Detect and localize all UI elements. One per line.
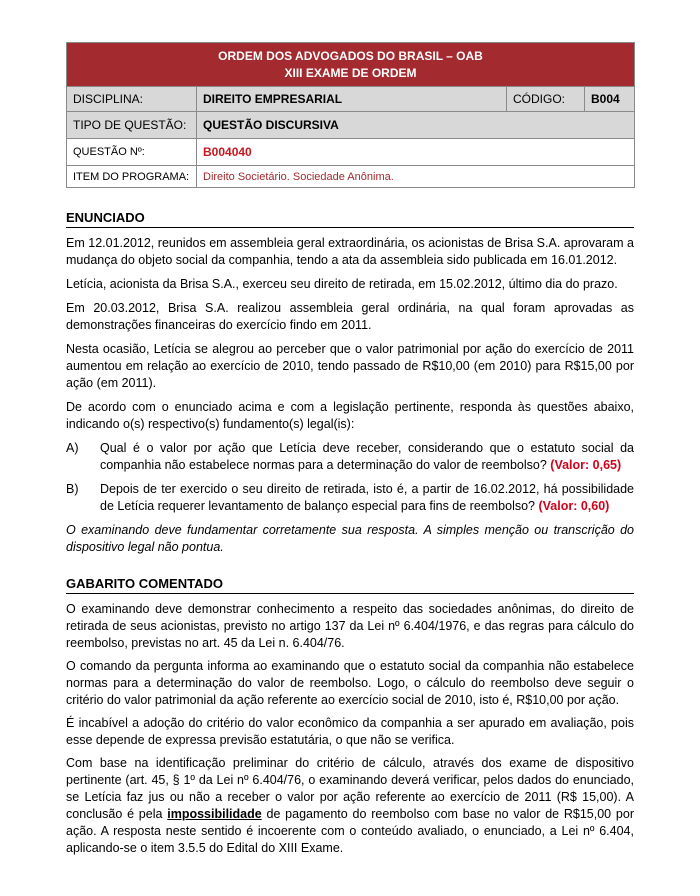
gabarito-paragraph: É incabível a adoção do critério do valor econômico da companhia a ser apurado em avaliação, pois esse depende de expressa previsão estatutária, o que não se verifica. (66, 716, 634, 747)
enunciado-heading: ENUNCIADO (66, 210, 634, 228)
header-title-line2: XIII EXAME DE ORDEM (284, 65, 417, 80)
codigo-label: CÓDIGO: (507, 87, 585, 112)
enunciado-paragraph: De acordo com o enunciado acima e com a legislação pertinente, responda às questões abaixo, indicando o(s) respectivo(s) fundamento(s) legal(is): (66, 400, 634, 431)
question-b (66, 481, 634, 515)
question-b-value: (Valor: 0,60) (538, 499, 610, 513)
enunciado-paragraph: Em 12.01.2012, reunidos em assembleia geral extraordinária, os acionistas de Brisa S.A. aprovaram a mudança do objeto social da companhia, tendo a ata da assembleia sido publicada em 16.01.2012. (66, 236, 634, 267)
codigo-value: B004 (585, 87, 635, 112)
exam-header-table (66, 42, 635, 188)
questao-label: QUESTÃO Nº: (67, 139, 197, 166)
header-title (67, 43, 635, 87)
enunciado-paragraph: Letícia, acionista da Brisa S.A., exerceu seu direito de retirada, em 15.02.2012, último dia do prazo. (66, 277, 618, 291)
questao-row (67, 139, 635, 166)
question-a-value: (Valor: 0,65) (550, 458, 622, 472)
item-row (67, 166, 635, 188)
gabarito-paragraph: O comando da pergunta informa ao examinando que o estatuto social da companhia não estabelece normas para a determinação do valor de reembolso. Logo, o cálculo do reembolso deve seguir o critério do valor patrimonial da ação referente ao exercício social de 2010, isto é, R$10,00 por ação. (66, 659, 634, 707)
tipo-value: QUESTÃO DISCURSIVA (197, 112, 635, 139)
gabarito-heading: GABARITO COMENTADO (66, 576, 634, 594)
question-a-letter: A) (66, 441, 79, 455)
question-a (66, 440, 634, 474)
exam-page (66, 42, 634, 857)
question-b-letter: B) (66, 482, 79, 496)
question-b-text: Depois de ter exercido o seu direito de retirada, isto é, a partir de 16.02.2012, há possibilidade de Letícia requerer levantamento de balanço especial para fins de reembolso? (100, 482, 634, 513)
gabarito-paragraph: O examinando deve demonstrar conhecimento a respeito das sociedades anônimas, do direito de retirada de seus acionistas, previsto no artigo 137 da Lei nº 6.404/1976, e das regras para cálculo do reembolso, previstas no art. 45 da Lei n. 6.404/76. (66, 602, 634, 650)
question-a-text: Qual é o valor por ação que Letícia deve receber, considerando que o estatuto social da companhia não estabelece normas para a determinação do valor de reembolso? (100, 441, 634, 472)
enunciado-note: O examinando deve fundamentar corretamente sua resposta. A simples menção ou transcrição do dispositivo legal não pontua. (66, 523, 634, 554)
enunciado-paragraph: Nesta ocasião, Letícia se alegrou ao perceber que o valor patrimonial por ação do exercício de 2011 aumentou em relação ao exercício de 2010, tendo passado de R$10,00 (em 2010) para R$15,00 por ação (em 2011). (66, 342, 634, 390)
header-title-line1: ORDEM DOS ADVOGADOS DO BRASIL – OAB (218, 48, 483, 63)
enunciado-paragraph: Em 20.03.2012, Brisa S.A. realizou assembleia geral ordinária, na qual foram aprovadas as demonstrações financeiras do exercício findo em 2011. (66, 301, 634, 332)
disciplina-row (67, 87, 635, 112)
item-label: ITEM DO PROGRAMA: (67, 166, 197, 188)
tipo-row (67, 112, 635, 139)
gabarito-paragraph-conclusion: Com base na identificação preliminar do critério de cálculo, através dos exame de dispositivo pertinente (art. 45, § 1º da Lei nº 6.404/76, o examinando deverá verificar, pelos dados do enunciado, se Letícia faz jus ou não a receber o valor por ação referente ao exercício de 2011 (R$ 15,00). A conclusão é pela impossibilidade de pagamento do reembolso com base no valor de R$15,00 por ação. A resposta neste sentido é incoerente com o conteúdo avaliado, o enunciado, a Lei nº 6.404, aplicando-se o item 3.5.5 do Edital do XIII Exame. (66, 756, 634, 855)
impossibilidade-emphasis: impossibilidade (167, 807, 262, 821)
item-value: Direito Societário. Sociedade Anônima. (197, 166, 635, 188)
disciplina-value: DIREITO EMPRESARIAL (197, 87, 507, 112)
disciplina-label: DISCIPLINA: (67, 87, 197, 112)
questao-code: B004040 (197, 139, 635, 166)
tipo-label: TIPO DE QUESTÃO: (67, 112, 197, 139)
